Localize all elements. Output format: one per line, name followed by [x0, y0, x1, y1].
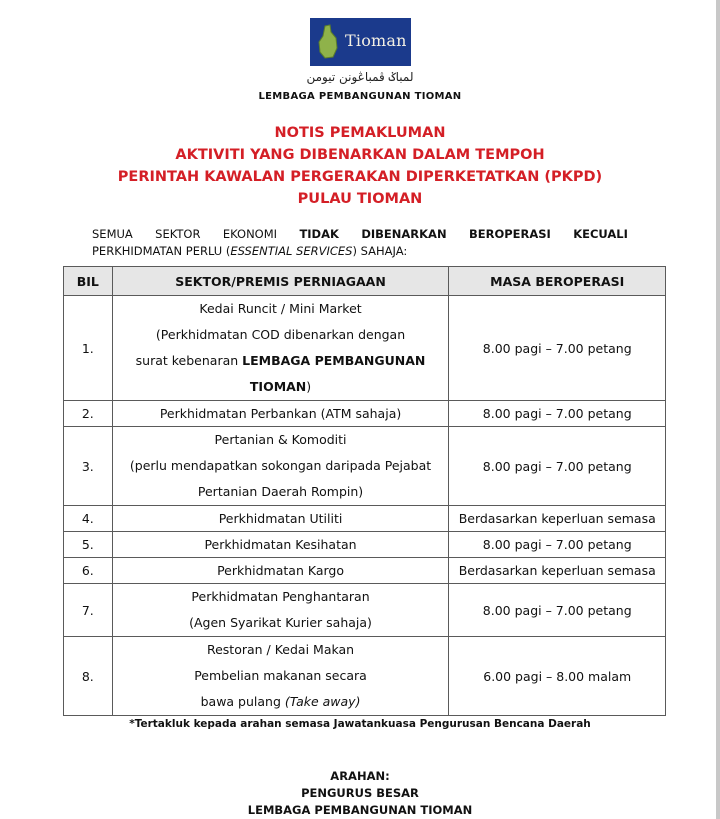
cell-sektor	[112, 637, 449, 716]
island-logo-icon	[316, 24, 340, 60]
cell-sektor	[112, 427, 449, 506]
signature-line: LEMBAGA PEMBANGUNAN TIOMAN	[247, 803, 473, 817]
intro-word-bold: TIDAK	[299, 227, 339, 241]
cell-sektor: Perkhidmatan Kesihatan	[112, 532, 449, 558]
sektor-line: Pertanian Daerah Rompin)	[197, 484, 364, 499]
org-name: LEMBAGA PEMBANGUNAN TIOMAN	[258, 91, 462, 102]
footnote: *Tertakluk kepada arahan semasa Jawatankuasa Pengurusan Bencana Daerah	[129, 718, 591, 730]
title-line-3: PERINTAH KAWALAN PERGERAKAN DIPERKETATKAN (PKPD)	[117, 169, 603, 185]
table-header-row	[64, 267, 666, 296]
cell-sektor: Perkhidmatan Kargo	[112, 558, 449, 584]
sektor-line: (Perkhidmatan COD dibenarkan dengan	[155, 327, 406, 342]
sektor-line	[117, 348, 445, 374]
table-row	[64, 637, 666, 716]
sektor-text-bold: LEMBAGA PEMBANGUNAN	[242, 353, 426, 368]
cell-sektor	[112, 296, 449, 401]
cell-bil: 8.	[64, 637, 113, 716]
intro-text-italic: ESSENTIAL SERVICES	[230, 244, 353, 258]
intro-word-bold: KECUALI	[573, 227, 628, 241]
title-line-1: NOTIS PEMAKLUMAN	[274, 125, 446, 141]
sektor-line: (perlu mendapatkan sokongan daripada Pejabat	[129, 458, 432, 473]
cell-sektor: Perkhidmatan Perbankan (ATM sahaja)	[112, 401, 449, 427]
signature-block	[0, 768, 720, 819]
sektor-text: bawa pulang	[200, 694, 285, 709]
cell-masa: 8.00 pagi – 7.00 petang	[449, 427, 666, 506]
cell-sektor: Perkhidmatan Utiliti	[112, 506, 449, 532]
sector-table	[63, 266, 666, 716]
intro-word: SEMUA	[92, 227, 133, 241]
intro-line-1	[92, 226, 628, 243]
page-edge	[716, 0, 720, 819]
sektor-text: )	[306, 379, 312, 394]
table-row	[64, 401, 666, 427]
sektor-line	[117, 689, 445, 715]
cell-sektor	[112, 584, 449, 637]
signature-line: ARAHAN:	[330, 769, 390, 783]
header-masa: MASA BEROPERASI	[449, 267, 666, 296]
cell-bil: 2.	[64, 401, 113, 427]
sektor-line: Perkhidmatan Penghantaran	[191, 589, 370, 604]
sektor-line: (Agen Syarikat Kurier sahaja)	[189, 615, 372, 630]
sektor-line: Pembelian makanan secara	[194, 668, 367, 683]
sektor-text-bold: TIOMAN	[249, 379, 307, 394]
cell-masa: 8.00 pagi – 7.00 petang	[449, 401, 666, 427]
cell-bil: 6.	[64, 558, 113, 584]
table-row	[64, 558, 666, 584]
notice-title	[0, 122, 720, 210]
signature-line: PENGURUS BESAR	[301, 786, 419, 800]
intro-text: ) SAHAJA:	[352, 244, 408, 258]
intro-paragraph	[92, 226, 628, 260]
sektor-line: Kedai Runcit / Mini Market	[199, 301, 362, 316]
cell-bil: 3.	[64, 427, 113, 506]
logo-text: Tioman	[345, 31, 407, 50]
table-row	[64, 427, 666, 506]
intro-word-bold: BEROPERASI	[468, 227, 551, 241]
cell-masa: 8.00 pagi – 7.00 petang	[449, 296, 666, 401]
cell-bil: 4.	[64, 506, 113, 532]
cell-masa: 8.00 pagi – 7.00 petang	[449, 584, 666, 637]
sektor-line: Restoran / Kedai Makan	[206, 642, 355, 657]
cell-bil: 7.	[64, 584, 113, 637]
table-row	[64, 532, 666, 558]
intro-word: EKONOMI	[222, 227, 278, 241]
cell-bil: 1.	[64, 296, 113, 401]
jawi-org-name: لمباݢ ڤمباڠونن تيومن	[306, 70, 414, 84]
sektor-text: surat kebenaran	[135, 353, 243, 368]
sektor-line	[117, 374, 445, 400]
header-sektor: SEKTOR/PREMIS PERNIAGAAN	[112, 267, 449, 296]
title-line-2: AKTIVITI YANG DIBENARKAN DALAM TEMPOH	[175, 147, 545, 163]
table-row	[64, 584, 666, 637]
intro-word: SEKTOR	[155, 227, 201, 241]
sektor-line: Pertanian & Komoditi	[214, 432, 347, 447]
intro-line-2	[92, 243, 628, 260]
cell-masa: 6.00 pagi – 8.00 malam	[449, 637, 666, 716]
sektor-text-italic: (Take away)	[284, 694, 361, 709]
title-line-4: PULAU TIOMAN	[297, 191, 423, 207]
cell-masa: Berdasarkan keperluan semasa	[449, 506, 666, 532]
intro-text: PERKHIDMATAN PERLU (	[92, 244, 231, 258]
cell-bil: 5.	[64, 532, 113, 558]
tioman-logo	[310, 18, 411, 66]
intro-word-bold: DIBENARKAN	[361, 227, 447, 241]
table-row	[64, 506, 666, 532]
cell-masa: Berdasarkan keperluan semasa	[449, 558, 666, 584]
header-bil: BIL	[64, 267, 113, 296]
table-row	[64, 296, 666, 401]
cell-masa: 8.00 pagi – 7.00 petang	[449, 532, 666, 558]
